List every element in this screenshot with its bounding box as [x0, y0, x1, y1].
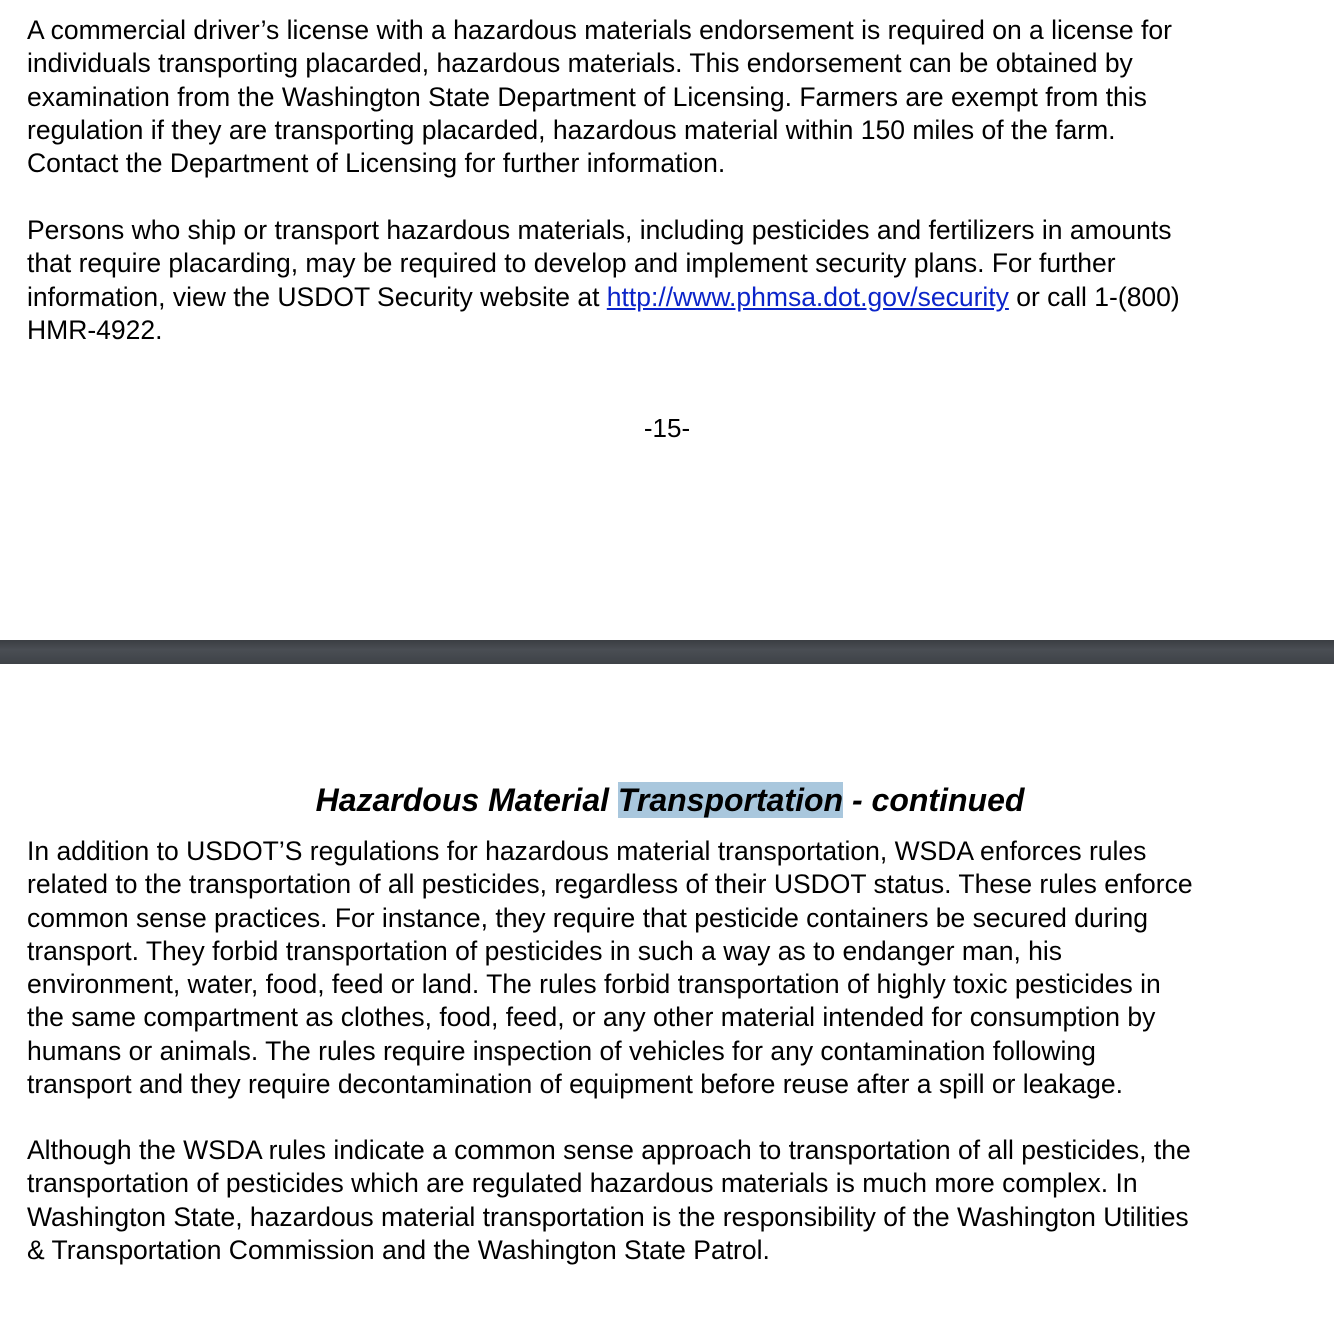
cdl-endorsement-paragraph: A commercial driver’s license with a hazardous materials endorsement is required on a license for individuals transporting placarded, hazardous materials. This endorsement can be obtained by examination from the Washington State Department of Licensing. Farmers are exempt from this regulation if they are transporting placarded, hazardous material within 150 miles of the farm. Contact the Department of Licensing for further information.	[27, 15, 1172, 179]
document-page-15	[0, 0, 1334, 640]
page-break-divider	[0, 640, 1334, 664]
section-heading	[0, 780, 1334, 820]
heading-selected-text[interactable]: Transportation	[617, 782, 844, 818]
page-number: -15-	[643, 413, 691, 443]
heading-text-start: Hazardous Material	[315, 782, 618, 818]
security-paragraph-phone: or call 1-(800) HMR-4922.	[27, 281, 1180, 345]
usdot-security-link[interactable]: http://www.phmsa.dot.gov/security	[606, 281, 1009, 312]
wsda-rules-paragraph: In addition to USDOT’S regulations for hazardous material transportation, WSDA enforces rules related to the transportation of all pesticides, regardless of their USDOT status. These rules enforce common sense practices. For instance, they require that pesticide containers be secured during transport. They forbid transportation of pesticides in such a way as to endanger man, his environment, water, food, feed or land. The rules forbid transportation of highly toxic pesticides in the same compartment as clothes, food, feed, or any other material intended for consumption by humans or animals. The rules require inspection of vehicles for any contamination following transport and they require decontamination of equipment before reuse after a spill or leakage.	[27, 836, 1193, 1100]
regulated-materials-paragraph: Although the WSDA rules indicate a common sense approach to transportation of all pesticides, the transportation of pesticides which are regulated hazardous materials is much more complex. In Washington State, hazardous material transportation is the responsibility of the Washington Utilities & Transportation Commission and the Washington State Patrol.	[27, 1135, 1191, 1265]
heading-text-end: - continued	[843, 782, 1025, 818]
security-paragraph-text: Persons who ship or transport hazardous materials, including pesticides and fertilizers in amounts that require placarding, may be required to develop and implement security plans. For further information, view the USDOT Security website at	[27, 215, 1172, 312]
security-plans-paragraph	[27, 214, 1317, 347]
